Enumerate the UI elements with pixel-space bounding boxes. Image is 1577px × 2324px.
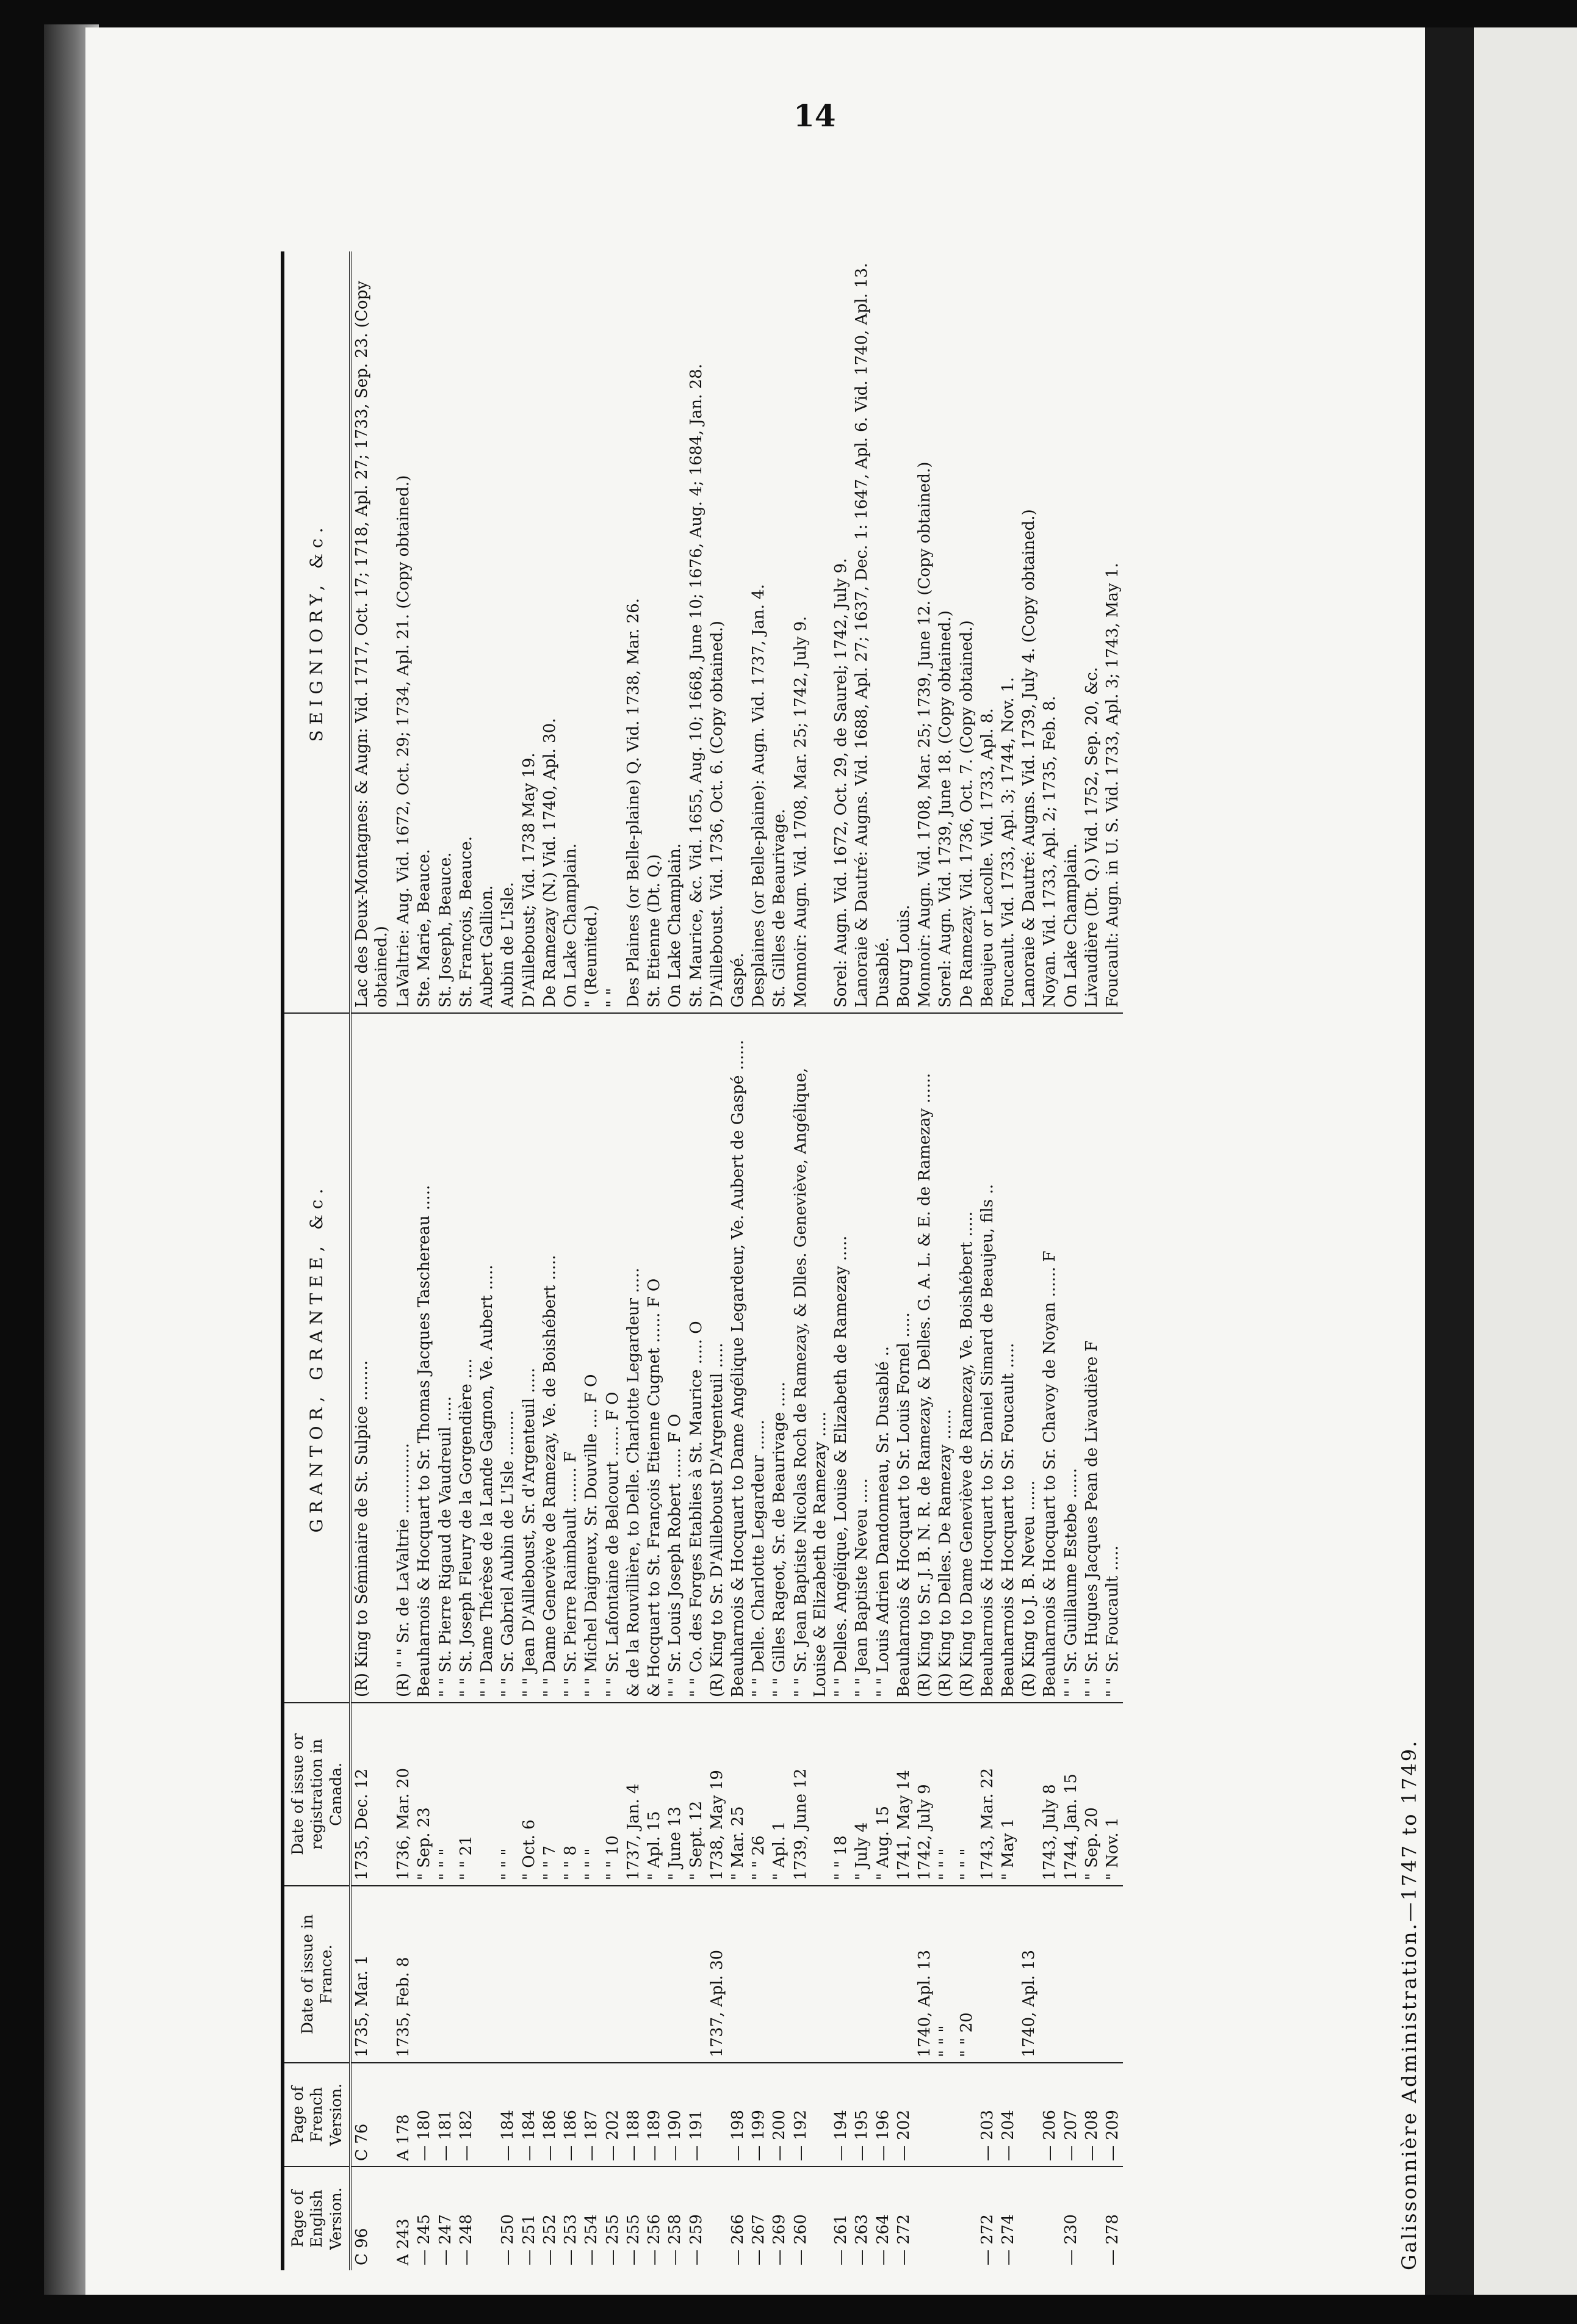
- table-row: [477, 251, 497, 2270]
- cell-english: — 266: [728, 2214, 747, 2265]
- cell-france: " " 20: [956, 1886, 977, 2063]
- cell-seigniory: On Lake Champlain.: [1061, 251, 1081, 1013]
- table-row: [769, 251, 790, 2270]
- cell-seigniory: On Lake Champlain.: [665, 251, 685, 1013]
- cell-french: [707, 2063, 727, 2167]
- cell-french: — 190: [665, 2063, 685, 2167]
- cell-canada: " " ": [956, 1703, 977, 1886]
- cell-english: — 269: [770, 2214, 789, 2265]
- cell-france: [1081, 1886, 1102, 2063]
- cell-france: [748, 1886, 769, 2063]
- cell-seigniory: Livaudière (Dt. Q.) Vid. 1752, Sep. 20, &c.: [1081, 251, 1102, 1013]
- cell-french: — 200: [769, 2063, 790, 2167]
- table-header-row: [283, 251, 350, 2270]
- cell-french: — 207: [1061, 2063, 1081, 2167]
- cell-canada: " " ": [581, 1703, 602, 1886]
- header-canada-date: Date of issue or registration in Canada.: [283, 1703, 350, 1886]
- cell-grantor: Beauharnois & Hocquart to Sr. Chavoy de Noyan ...... F: [1039, 1013, 1060, 1703]
- cell-france: [414, 1886, 435, 2063]
- cell-grantor: Beauharnois & Hocquart to Sr. Louis Fornel .....: [893, 1013, 914, 1703]
- table-row: [873, 251, 893, 2270]
- cell-french: — 206: [1039, 2063, 1060, 2167]
- cell-canada: " Nov. 1: [1102, 1703, 1123, 1886]
- cell-canada: " " ": [497, 1703, 518, 1886]
- cell-grantor: " " Dame Geneviève de Ramezay, Ve. de Boishébert .....: [540, 1013, 560, 1703]
- cell-seigniory: D'Ailleboust; Vid. 1738 May 19.: [519, 251, 540, 1013]
- cell-french: — 184: [497, 2063, 518, 2167]
- cell-canada: " " 18: [831, 1703, 851, 1886]
- cell-grantor: " " St. Pierre Rigaud de Vaudreuil .....: [435, 1013, 456, 1703]
- cell-english: A 243: [394, 2218, 413, 2265]
- cell-french: — 188: [623, 2063, 644, 2167]
- cell-grantor: " " Michel Daigneux, Sr. Douville .... F O: [581, 1013, 602, 1703]
- cell-grantor: " " Sr. Jean Baptiste Nicolas Roch de Ramezay, & Dlles. Geneviève, Angélique, Louise & Elizabeth de Ramezay .....: [790, 1013, 831, 1703]
- cell-english: — 259: [687, 2214, 706, 2265]
- cell-grantor: & de la Rouvillière, to Delle. Charlotte Legardeur .....: [623, 1013, 644, 1703]
- cell-france: [893, 1886, 914, 2063]
- table-row: [790, 251, 831, 2270]
- cell-french: — 192: [790, 2063, 831, 2167]
- cell-france: [727, 1886, 748, 2063]
- cell-english: [1019, 2167, 1039, 2270]
- facing-page-edge: [1474, 27, 1577, 2295]
- cell-canada: " Aug. 15: [873, 1703, 893, 1886]
- cell-france: [665, 1886, 685, 2063]
- cell-seigniory: LaValtrie: Aug. Vid. 1672, Oct. 29; 1734, Apl. 21. (Copy obtained.): [393, 251, 414, 1013]
- cell-seigniory: St. Joseph, Beauce.: [435, 251, 456, 1013]
- cell-grantor: (R) King to Dame Geneviève de Ramezay, Ve. Boishébert .....: [956, 1013, 977, 1703]
- cell-english: — 267: [749, 2214, 768, 2265]
- cell-france: [497, 1886, 518, 2063]
- cell-seigniory: Sorel: Augn. Vid. 1739, June 18. (Copy obtained.): [935, 251, 956, 1013]
- cell-english: — 274: [999, 2214, 1018, 2265]
- cell-france: 1740, Apl. 13: [914, 1886, 935, 2063]
- cell-english: — 253: [561, 2214, 580, 2265]
- table-row: [998, 251, 1019, 2270]
- cell-seigniory: Noyan. Vid. 1733, Apl. 2; 1735, Feb. 8.: [1039, 251, 1060, 1013]
- cell-france: [477, 1886, 497, 2063]
- table-row: [893, 251, 914, 2270]
- table-row: [560, 251, 581, 2270]
- table-row: [665, 251, 685, 2270]
- cell-canada: " " ": [435, 1703, 456, 1886]
- table-row: [350, 251, 392, 2270]
- cell-english: — 272: [894, 2214, 913, 2265]
- table-row: [414, 251, 435, 2270]
- table-row: [602, 251, 623, 2270]
- cell-french: [1019, 2063, 1039, 2167]
- cell-seigniory: Lanoraie & Dautré: Augns. Vid. 1739, July 4. (Copy obtained.): [1019, 251, 1039, 1013]
- table-row: [935, 251, 956, 2270]
- cell-french: — 182: [456, 2063, 477, 2167]
- cell-canada: 1735, Dec. 12: [350, 1703, 392, 1886]
- cell-english: — 261: [832, 2214, 851, 2265]
- table-row: [727, 251, 748, 2270]
- cell-france: [1102, 1886, 1123, 2063]
- cell-grantor: " " Sr. Foucault .....: [1102, 1013, 1123, 1703]
- table-row: [497, 251, 518, 2270]
- cell-canada: 1744, Jan. 15: [1061, 1703, 1081, 1886]
- cell-seigniory: Des Plaines (or Belle-plaine) Q. Vid. 1738, Mar. 26.: [623, 251, 644, 1013]
- header-english-page: Page of English Version.: [283, 2167, 350, 2270]
- cell-france: [1039, 1886, 1060, 2063]
- cell-grantor: " " Jean D'Ailleboust, Sr. d'Argenteuil .....: [519, 1013, 540, 1703]
- cell-french: [935, 2063, 956, 2167]
- cell-grantor: " " Sr. Gabriel Aubin de L'Isle .........: [497, 1013, 518, 1703]
- cell-english: — 255: [624, 2214, 643, 2265]
- cell-france: [560, 1886, 581, 2063]
- cell-french: — 208: [1081, 2063, 1102, 2167]
- cell-canada: " Mar. 25: [727, 1703, 748, 1886]
- cell-french: — 202: [893, 2063, 914, 2167]
- cell-french: — 184: [519, 2063, 540, 2167]
- cell-grantor: " " Dame Thérèse de la Lande Gagnon, Ve. Aubert .....: [477, 1013, 497, 1703]
- cell-english: — 255: [603, 2214, 622, 2265]
- cell-seigniory: Gaspé.: [727, 251, 748, 1013]
- cell-english: — 247: [436, 2214, 455, 2265]
- cell-seigniory: " (Reunited.): [581, 251, 602, 1013]
- cell-grantor: " " Jean Baptiste Neveu .....: [851, 1013, 872, 1703]
- cell-france: [581, 1886, 602, 2063]
- cell-grantor: " " Gilles Rageot, Sr. de Beaurivage .....: [769, 1013, 790, 1703]
- cell-french: A 178: [393, 2063, 414, 2167]
- cell-canada: " " 26: [748, 1703, 769, 1886]
- cell-grantor: Beauharnois & Hocquart to Dame Angélique Legardeur, Ve. Aubert de Gaspé ......: [727, 1013, 748, 1703]
- cell-english: — 252: [540, 2214, 559, 2265]
- cell-english: — 272: [978, 2214, 997, 2265]
- table-row: [1019, 251, 1039, 2270]
- cell-english: — 258: [666, 2214, 685, 2265]
- page-number: 14: [793, 98, 836, 134]
- table-row: [540, 251, 560, 2270]
- cell-seigniory: Desplaines (or Belle-plaine): Augn. Vid. 1737, Jan. 4.: [748, 251, 769, 1013]
- cell-france: 1740, Apl. 13: [1019, 1886, 1039, 2063]
- cell-french: — 209: [1102, 2063, 1123, 2167]
- cell-french: — 203: [977, 2063, 998, 2167]
- table-row: [581, 251, 602, 2270]
- cell-english: — 260: [791, 2214, 810, 2265]
- cell-france: " " ": [935, 1886, 956, 2063]
- cell-french: — 180: [414, 2063, 435, 2167]
- cell-canada: " " 8: [560, 1703, 581, 1886]
- cell-english: C 96: [352, 2228, 371, 2265]
- cell-seigniory: St. Maurice, &c. Vid. 1655, Aug. 10; 1668, June 10; 1676, Aug. 4; 1684, Jan. 28.: [686, 251, 707, 1013]
- cell-canada: " " ": [935, 1703, 956, 1886]
- cell-french: — 194: [831, 2063, 851, 2167]
- cell-grantor: (R) King to Séminaire de St. Sulpice ........: [350, 1013, 392, 1703]
- cell-canada: 1741, May 14: [893, 1703, 914, 1886]
- cell-french: — 204: [998, 2063, 1019, 2167]
- cell-seigniory: De Ramezay (N.) Vid. 1740, Apl. 30.: [540, 251, 560, 1013]
- cell-seigniory: Foucault: Augn. in U. S. Vid. 1733, Apl. 3; 1743, May 1.: [1102, 251, 1123, 1013]
- cell-french: [477, 2063, 497, 2167]
- table-row: [644, 251, 665, 2270]
- cell-french: [956, 2063, 977, 2167]
- cell-english: — 248: [457, 2214, 475, 2265]
- cell-english: [707, 2167, 727, 2270]
- cell-france: [519, 1886, 540, 2063]
- cell-france: [540, 1886, 560, 2063]
- table-row: [956, 251, 977, 2270]
- cell-grantor: " " Delles. Angélique, Louise & Elizabeth de Ramezay .....: [831, 1013, 851, 1703]
- cell-grantor: Beauharnois & Hocquart to Sr. Foucault .....: [998, 1013, 1019, 1703]
- table-row: [1061, 251, 1081, 2270]
- cell-canada: " Apl. 15: [644, 1703, 665, 1886]
- cell-grantor: " " St. Joseph Fleury de la Gorgendière ....: [456, 1013, 477, 1703]
- cell-canada: 1742, July 9: [914, 1703, 935, 1886]
- table-row: [435, 251, 456, 2270]
- cell-france: [769, 1886, 790, 2063]
- cell-english: — 245: [415, 2214, 434, 2265]
- cell-french: — 189: [644, 2063, 665, 2167]
- cell-grantor: " " Sr. Pierre Raimbault ....... F: [560, 1013, 581, 1703]
- header-seigniory: SEIGNIORY, &c.: [283, 251, 350, 1013]
- table-row: [977, 251, 998, 2270]
- cell-france: [456, 1886, 477, 2063]
- table-body: [350, 251, 1124, 2270]
- cell-english: — 256: [645, 2214, 664, 2265]
- cell-english: [956, 2167, 977, 2270]
- cell-french: — 196: [873, 2063, 893, 2167]
- cell-seigniory: Ste. Marie, Beauce.: [414, 251, 435, 1013]
- header-grantor: GRANTOR, GRANTEE, &c.: [283, 1013, 350, 1703]
- cell-seigniory: Sorel: Augn. Vid. 1672, Oct. 29, de Saurel; 1742, July 9.: [831, 251, 851, 1013]
- cell-french: [914, 2063, 935, 2167]
- cell-france: [623, 1886, 644, 2063]
- table-row: [519, 251, 540, 2270]
- cell-seigniory: D'Ailleboust. Vid. 1736, Oct. 6. (Copy obtained.): [707, 251, 727, 1013]
- cell-french: — 181: [435, 2063, 456, 2167]
- cell-french: — 199: [748, 2063, 769, 2167]
- cell-france: [1061, 1886, 1081, 2063]
- cell-english: — 278: [1103, 2214, 1122, 2265]
- cell-french: — 195: [851, 2063, 872, 2167]
- cell-seigniory: " ": [602, 251, 623, 1013]
- cell-france: [851, 1886, 872, 2063]
- table-row: [831, 251, 851, 2270]
- cell-france: [644, 1886, 665, 2063]
- cell-france: [831, 1886, 851, 2063]
- cell-grantor: " " Sr. Hugues Jacques Pean de Livaudière F: [1081, 1013, 1102, 1703]
- cell-seigniory: Aubert Gallion.: [477, 251, 497, 1013]
- cell-seigniory: Lanoraie & Dautré: Augns. Vid. 1688, Apl. 27; 1637, Dec. 1: 1647, Apl. 6. Vid. 1740, Apl. 13.: [851, 251, 872, 1013]
- cell-grantor: (R) King to J. B. Neveu ......: [1019, 1013, 1039, 1703]
- table-row: [686, 251, 707, 2270]
- cell-canada: " May 1: [998, 1703, 1019, 1886]
- cell-france: [977, 1886, 998, 2063]
- cell-canada: " July 4: [851, 1703, 872, 1886]
- cell-seigniory: Beaujeu or Lacolle. Vid. 1733, Apl. 8.: [977, 251, 998, 1013]
- scan-gutter: [1425, 27, 1474, 2295]
- cell-seigniory: St. Gilles de Beaurivage.: [769, 251, 790, 1013]
- table-row: [393, 251, 414, 2270]
- cell-canada: [1019, 1703, 1039, 1886]
- cell-canada: " Sept. 12: [686, 1703, 707, 1886]
- cell-canada: 1739, June 12: [790, 1703, 831, 1886]
- rotated-register-table: [281, 251, 1421, 2270]
- cell-canada: " Apl. 1: [769, 1703, 790, 1886]
- cell-grantor: (R) King to Delles. De Ramezay ......: [935, 1013, 956, 1703]
- cell-seigniory: Lac des Deux-Montagnes: & Augn: Vid. 1717, Oct. 17; 1718, Apl. 27; 1733, Sep. 23. (Copy obtained.): [350, 251, 392, 1013]
- cell-english: [1081, 2167, 1102, 2270]
- cell-french: — 202: [602, 2063, 623, 2167]
- cell-seigniory: Aubin de L'Isle.: [497, 251, 518, 1013]
- cell-canada: " " 21: [456, 1703, 477, 1886]
- cell-english: [1039, 2167, 1060, 2270]
- table-row: [851, 251, 872, 2270]
- cell-grantor: " " Sr. Louis Joseph Robert ...... F O: [665, 1013, 685, 1703]
- cell-france: 1735, Mar. 1: [350, 1886, 392, 2063]
- table-row: [456, 251, 477, 2270]
- cell-french: C 76: [350, 2063, 392, 2167]
- cell-seigniory: Foucault. Vid. 1733, Apl. 3; 1744, Nov. 1.: [998, 251, 1019, 1013]
- cell-canada: " " 7: [540, 1703, 560, 1886]
- table-row: [623, 251, 644, 2270]
- cell-english: [935, 2167, 956, 2270]
- cell-seigniory: Monnoir: Augn. Vid. 1708, Mar. 25; 1742, July 9.: [790, 251, 831, 1013]
- table-row: [707, 251, 727, 2270]
- cell-seigniory: Dusablé.: [873, 251, 893, 1013]
- cell-seigniory: On Lake Champlain.: [560, 251, 581, 1013]
- cell-canada: 1736, Mar. 20: [393, 1703, 414, 1886]
- cell-french: — 186: [560, 2063, 581, 2167]
- cell-grantor: (R) King to Sr. D'Ailleboust D'Argenteuil .....: [707, 1013, 727, 1703]
- header-french-page: Page of French Version.: [283, 2063, 350, 2167]
- cell-grantor: " " Co. des Forges Etablies à St. Maurice ..... O: [686, 1013, 707, 1703]
- cell-french: — 191: [686, 2063, 707, 2167]
- cell-france: [686, 1886, 707, 2063]
- cell-english: [914, 2167, 935, 2270]
- cell-seigniory: St. Etienne (Dt. Q.): [644, 251, 665, 1013]
- cell-english: — 254: [582, 2214, 601, 2265]
- table-row: [1102, 251, 1123, 2270]
- cell-canada: 1738, May 19: [707, 1703, 727, 1886]
- cell-grantor: " " Delle. Charlotte Legardeur ......: [748, 1013, 769, 1703]
- cell-france: [790, 1886, 831, 2063]
- page-footer: Galissonnière Administration.—1747 to 1749.: [1398, 1739, 1421, 2270]
- table-row: [914, 251, 935, 2270]
- cell-english: — 264: [873, 2214, 892, 2265]
- cell-canada: " Sep. 23: [414, 1703, 435, 1886]
- cell-france: [435, 1886, 456, 2063]
- header-france-date: Date of issue in France.: [283, 1886, 350, 2063]
- table-row: [1081, 251, 1102, 2270]
- cell-french: — 186: [540, 2063, 560, 2167]
- cell-france: [998, 1886, 1019, 2063]
- cell-french: — 198: [727, 2063, 748, 2167]
- grants-table: [281, 251, 1123, 2270]
- cell-grantor: (R) King to Sr. J. B. N. R. de Ramezay, & Delles. G. A. L. & E. de Ramezay ......: [914, 1013, 935, 1703]
- cell-grantor: (R) " " Sr. de LaValtrie ..............: [393, 1013, 414, 1703]
- cell-grantor: " " Louis Adrien Dandonneau, Sr. Dusablé ..: [873, 1013, 893, 1703]
- table-row: [748, 251, 769, 2270]
- cell-canada: 1737, Jan. 4: [623, 1703, 644, 1886]
- cell-canada: 1743, Mar. 22: [977, 1703, 998, 1886]
- cell-english: — 251: [519, 2214, 538, 2265]
- table-row: [1039, 251, 1060, 2270]
- cell-seigniory: Bourg Louis.: [893, 251, 914, 1013]
- cell-canada: " " 10: [602, 1703, 623, 1886]
- cell-grantor: Beauharnois & Hocquart to Sr. Daniel Simard de Beaujeu, fils ..: [977, 1013, 998, 1703]
- cell-france: 1737, Apl. 30: [707, 1886, 727, 2063]
- cell-french: — 187: [581, 2063, 602, 2167]
- cell-canada: " Oct. 6: [519, 1703, 540, 1886]
- cell-canada: " June 13: [665, 1703, 685, 1886]
- cell-seigniory: Monnoir: Augn. Vid. 1708, Mar. 25; 1739, June 12. (Copy obtained.): [914, 251, 935, 1013]
- cell-english: — 250: [499, 2214, 518, 2265]
- cell-english: — 230: [1061, 2214, 1080, 2265]
- cell-grantor: " " Sr. Lafontaine de Belcourt ...... F O: [602, 1013, 623, 1703]
- cell-france: [602, 1886, 623, 2063]
- cell-seigniory: St. François, Beauce.: [456, 251, 477, 1013]
- cell-canada: 1743, July 8: [1039, 1703, 1060, 1886]
- cell-canada: [477, 1703, 497, 1886]
- cell-grantor: Beauharnois & Hocquart to Sr. Thomas Jacques Taschereau .....: [414, 1013, 435, 1703]
- cell-seigniory: De Ramezay. Vid. 1736, Oct. 7. (Copy obtained.): [956, 251, 977, 1013]
- cell-france: 1735, Feb. 8: [393, 1886, 414, 2063]
- cell-grantor: & Hocquart to St. François Etienne Cugnet ...... F O: [644, 1013, 665, 1703]
- cell-english: — 263: [853, 2214, 872, 2265]
- cell-canada: " Sep. 20: [1081, 1703, 1102, 1886]
- cell-english: [477, 2167, 497, 2270]
- cell-grantor: " " Sr. Guillaume Estebe ......: [1061, 1013, 1081, 1703]
- cell-france: [873, 1886, 893, 2063]
